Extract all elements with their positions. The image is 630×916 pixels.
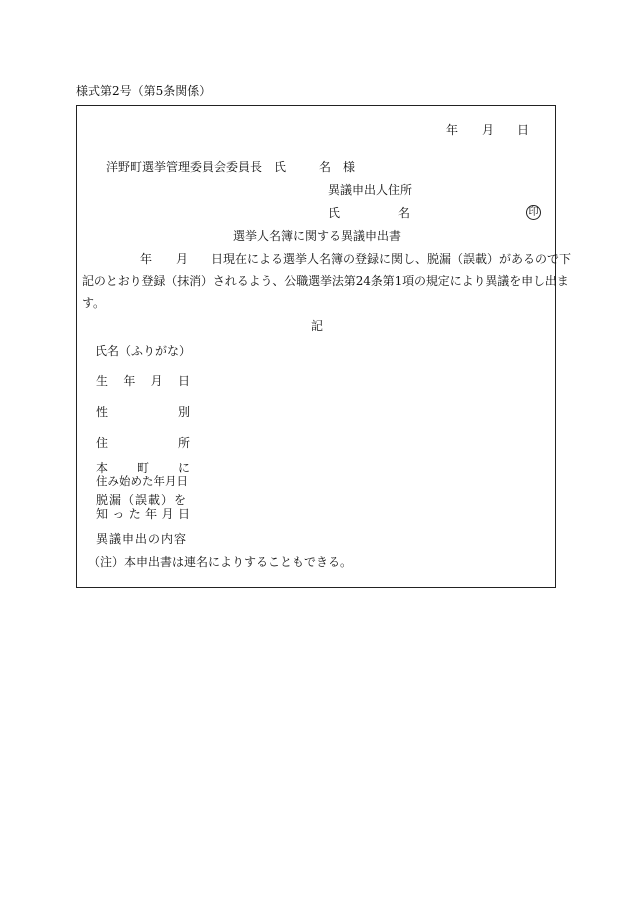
item-omission-char: っ — [112, 507, 125, 521]
item-birthdate-char: 日 — [177, 374, 190, 388]
document-title: 選挙人名簿に関する異議申出書 — [233, 229, 402, 243]
item-address — [96, 437, 190, 449]
date-day-label: 日 — [517, 123, 530, 137]
form-number: 様式第2号（第5条関係） — [76, 84, 212, 98]
item-residence-line2: 住み始めた年月日 — [96, 474, 188, 488]
body-line3-text: す。 — [82, 296, 106, 310]
applicant-name-label-1: 氏 — [328, 206, 341, 220]
item-gender-char: 性 — [96, 405, 109, 419]
item-omission-line1: 脱漏（誤載）を — [96, 493, 188, 507]
item-gender — [96, 406, 190, 418]
item-omission-char: 知 — [96, 507, 109, 521]
note-text: （注）本申出書は連名によりすることもできる。 — [88, 555, 353, 569]
item-birthdate-char: 生 — [96, 374, 109, 388]
item-residence-char: 本 — [96, 461, 109, 475]
item-gender-char: 別 — [177, 405, 190, 419]
applicant-name-label-2: 名 — [398, 206, 411, 220]
item-address-char: 住 — [96, 436, 109, 450]
body-line1-month: 月 — [176, 252, 189, 266]
item-name-furigana: 氏名（ふりがな） — [95, 344, 192, 358]
item-birthdate-char: 年 — [123, 374, 136, 388]
item-birthdate — [96, 375, 190, 387]
date-year-label: 年 — [446, 123, 459, 137]
body-line1-text: 日現在による選挙人名簿の登録に関し、脱漏（誤載）があるので下 — [211, 252, 572, 266]
addressee-title: 洋野町選挙管理委員会委員長 — [106, 160, 263, 174]
addressee-name-label-1: 氏 — [274, 160, 287, 174]
addressee-name-label-2: 名 — [319, 160, 332, 174]
item-omission-char: 月 — [161, 507, 174, 521]
item-omission-char: 年 — [145, 507, 158, 521]
item-birthdate-char: 月 — [150, 374, 163, 388]
item-omission-char: た — [128, 507, 141, 521]
body-line1-year: 年 — [140, 252, 153, 266]
item-omission-char: 日 — [177, 507, 190, 521]
item-residence-line1 — [96, 462, 190, 474]
item-content: 異議申出の内容 — [96, 532, 188, 546]
addressee-honorific: 様 — [343, 160, 356, 174]
item-omission-line2 — [96, 508, 190, 520]
body-line2-text: 記のとおり登録（抹消）されるよう、公職選挙法第24条第1項の規定により異議を申し出ま — [82, 274, 569, 288]
item-address-char: 所 — [177, 436, 190, 450]
applicant-address-label: 異議申出人住所 — [328, 183, 413, 197]
date-month-label: 月 — [482, 123, 495, 137]
item-residence-char: に — [177, 461, 190, 475]
ki-heading: 記 — [311, 319, 324, 333]
seal-mark-icon: 印 — [526, 205, 541, 220]
item-residence-char: 町 — [136, 461, 149, 475]
